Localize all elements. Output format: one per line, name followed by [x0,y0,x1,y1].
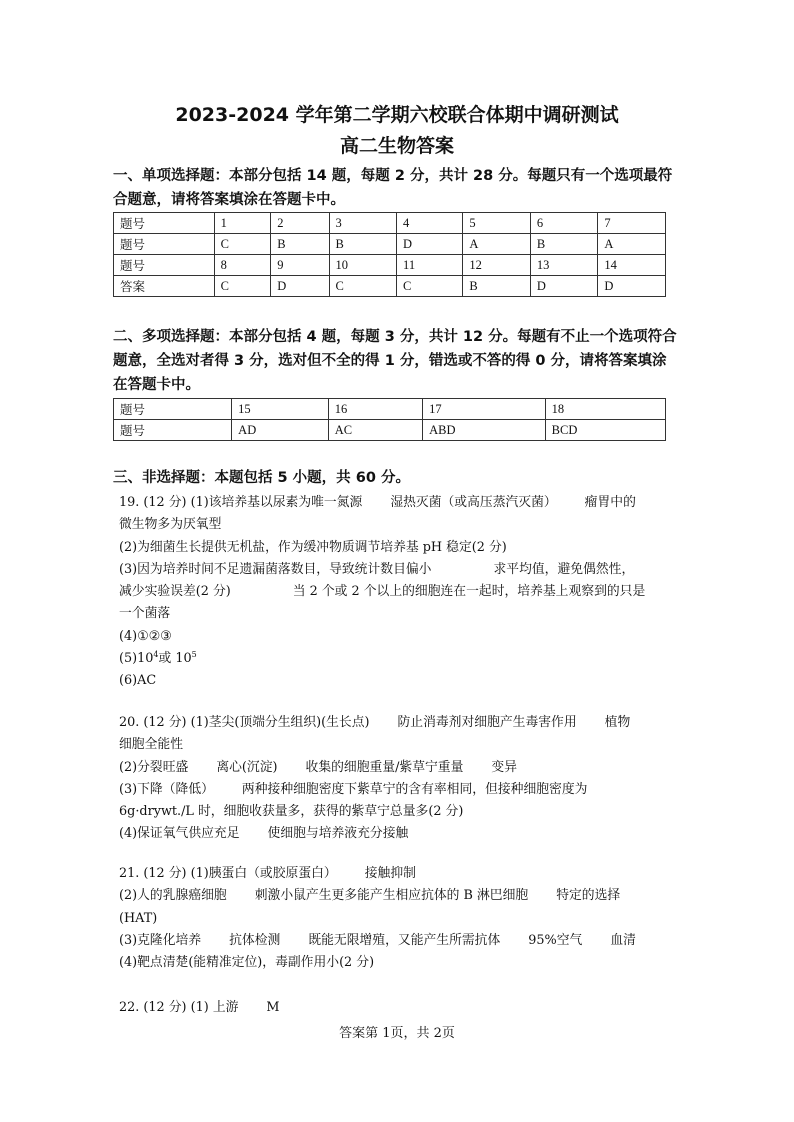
answer-cell: A [463,234,531,255]
row-header-cell: 题号 [114,255,215,276]
q19-line1a: 19. (12 分) (1)该培养基以尿素为唯一氮源 [119,495,363,510]
q21-line4b: 抗体检测 [229,932,281,948]
answer-cell: 11 [397,255,463,276]
answer-cell: 7 [598,213,666,234]
q21-line4e: 血清 [610,932,636,948]
q19-line8a: (5)10 [119,651,154,667]
answer-cell: AC [328,420,422,441]
multi-choice-answer-table [113,398,666,441]
q19-line4b: 求平均值，避免偶然性， [493,561,635,577]
answer-cell: 6 [530,213,598,234]
answer-cell: ABD [423,420,546,441]
q21-line5: (4)靶点清楚(能精准定位)，毒副作用小(2 分) [119,955,375,971]
section3-heading: 三、非选择题：本题包括 5 小题，共 60 分。 [113,470,410,486]
q19-line2: 微生物多为厌氧型 [119,517,222,533]
answer-cell: B [329,234,397,255]
q20-line4a: (3)下降（降低） [119,781,214,797]
question-20-answer [119,712,679,846]
single-choice-answer-table [113,212,666,297]
answer-cell: D [530,276,598,297]
page-footer: 答案第 1页，共 2页 [339,1026,455,1041]
q21-line1b: 接触抑制 [364,866,416,881]
question-22-answer [119,997,679,1019]
table-row [114,276,666,297]
q19-line9: (6)AC [119,673,157,689]
q21-line2b: 刺激小鼠产生更多能产生相应抗体的 B 淋巴细胞 [254,888,529,904]
table-row [114,234,666,255]
answer-cell: 2 [271,213,329,234]
q19-exp1: 4 [153,650,159,660]
answer-cell: 13 [530,255,598,276]
q21-line4a: (3)克隆化培养 [119,932,202,948]
answer-cell: AD [232,420,329,441]
answer-cell: 9 [271,255,329,276]
table-row [114,399,666,420]
answer-cell: C [329,276,397,297]
answer-cell: 4 [397,213,463,234]
answer-cell: D [598,276,666,297]
row-header-cell: 答案 [114,276,215,297]
answer-cell: 16 [328,399,422,420]
q19-exp2: 5 [191,650,197,660]
exam-title: 2023-2024 学年第二学期六校联合体期中调研测试 [175,104,619,126]
answer-cell: BCD [545,420,665,441]
row-header-cell: 题号 [114,420,232,441]
q19-line5a: 减少实验误差(2 分) [119,584,231,600]
q20-line6a: (4)保证氧气供应充足 [119,826,240,842]
q19-line7: (4)①②③ [119,628,172,644]
q21-line2a: (2)人的乳腺癌细胞 [119,888,227,904]
answer-cell: A [598,234,666,255]
question-21-answer [119,863,679,974]
section2-heading: 二、多项选择题：本部分包括 4 题，每题 3 分，共计 12 分。每题有不止一个选项符合题意，全选对者得 3 分，选对但不全的得 1 分，错选或不答的得 0 分，请将答案填涂在答题卡中。 [113,329,677,393]
answer-cell: D [271,276,329,297]
answer-cell: 5 [463,213,531,234]
q21-line4d: 95%空气 [528,932,583,948]
q19-line1c: 瘤胃中的 [584,495,636,510]
q21-line2c: 特定的选择 [556,888,621,904]
question-19-answer [119,492,679,693]
q21-line1a: 21. (12 分) (1)胰蛋白（或胶原蛋白） [119,866,337,881]
table-row [114,255,666,276]
q20-line2: 细胞全能性 [119,737,183,753]
answer-cell: 8 [214,255,271,276]
answer-cell: C [397,276,463,297]
answer-cell: B [530,234,598,255]
q19-line3: (2)为细菌生长提供无机盐，作为缓冲物质调节培养基 pH 稳定(2 分) [119,539,507,555]
q21-line3: (HAT) [119,910,158,926]
answer-cell: C [214,234,271,255]
q21-line4c: 既能无限增殖，又能产生所需抗体 [308,932,501,948]
q20-line3c: 收集的细胞重量/紫草宁重量 [305,759,464,775]
answer-cell: 1 [214,213,271,234]
q20-line5: 6g·drywt./L 时，细胞收获量多，获得的紫草宁总量多(2 分) [119,804,464,820]
section1-heading: 一、单项选择题：本部分包括 14 题，每题 2 分，共计 28 分。每题只有一个选项最符合题意，请将答案填涂在答题卡中。 [113,168,673,208]
q20-line3b: 离心(沉淀) [216,759,278,775]
row-header-cell: 题号 [114,213,215,234]
q19-line4a: (3)因为培养时间不足遗漏菌落数目，导致统计数目偏小 [119,561,432,577]
q19-line6: 一个菌落 [119,606,171,622]
q20-line3d: 变异 [491,759,517,775]
answer-subtitle: 高二生物答案 [339,135,454,157]
row-header-cell: 题号 [114,399,232,420]
answer-cell: 10 [329,255,397,276]
q19-line8b: 或 10 [158,651,192,667]
row-header-cell: 题号 [114,234,215,255]
q20-line3a: (2)分裂旺盛 [119,759,189,775]
q22-line1a: 22. (12 分) (1) 上游 [119,1000,239,1015]
q20-line1b: 防止消毒剂对细胞产生毒害作用 [397,715,577,730]
q20-line6b: 使细胞与培养液充分接触 [267,826,409,842]
answer-cell: 3 [329,213,397,234]
q20-line4b: 两种接种细胞密度下紫草宁的含有率相同，但接种细胞密度为 [241,781,588,797]
q20-line1c: 植物 [604,715,631,730]
answer-cell: 15 [232,399,329,420]
answer-cell: B [271,234,329,255]
answer-cell: 12 [463,255,531,276]
answer-cell: B [463,276,531,297]
q22-line1b: M [266,1000,280,1015]
answer-cell: 17 [423,399,546,420]
q19-line1b: 湿热灭菌（或高压蒸汽灭菌） [390,495,557,510]
q19-line5b: 当 2 个或 2 个以上的细胞连在一起时，培养基上观察到的只是 [292,584,646,600]
answer-cell: D [397,234,463,255]
answer-cell: C [214,276,271,297]
answer-cell: 14 [598,255,666,276]
table-row [114,213,666,234]
table-row [114,420,666,441]
q20-line1a: 20. (12 分) (1)茎尖(顶端分生组织)(生长点) [119,715,370,730]
answer-cell: 18 [545,399,665,420]
